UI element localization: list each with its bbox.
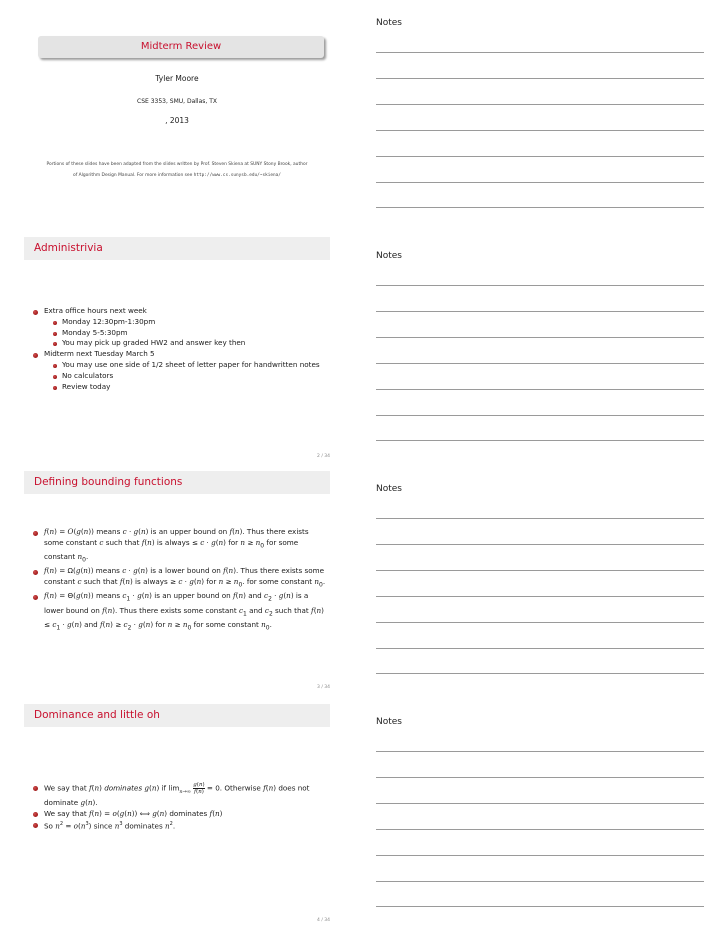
page-number: 3 / 34 — [317, 685, 330, 690]
note-line — [376, 906, 704, 907]
notes-area-2 — [376, 233, 704, 465]
list-item: f(n) = Ω(g(n)) means c · g(n) is a lower bound on f(n). Thus there exists some constant c such that f(n) is always ≥ c · g(n) for $n \ge n_0$. for some constant $n_0$. — [24, 566, 330, 591]
sub-list-item: Review today — [24, 382, 330, 393]
note-line — [376, 751, 704, 752]
note-line — [376, 544, 704, 545]
note-line — [376, 156, 704, 157]
list-item: So $n^2 = o(n^3)$ since $n^3$ dominates $n^2$. — [24, 819, 330, 832]
credit-url: http://www.cs.sunysb.edu/~skiena/ — [193, 173, 281, 178]
note-line — [376, 337, 704, 338]
note-line — [376, 415, 704, 416]
note-line — [376, 648, 704, 649]
note-line — [376, 311, 704, 312]
list-item: We say that f(n) = o(g(n)) ⟺ g(n) dominates f(n) — [24, 809, 330, 820]
note-line — [376, 285, 704, 286]
slide-4-dominance — [24, 704, 330, 930]
note-line — [376, 518, 704, 519]
note-line — [376, 182, 704, 183]
note-line — [376, 78, 704, 79]
credit-text: of Algorithm Design Manual. For more information see — [73, 173, 194, 178]
list-item: Extra office hours next week — [24, 306, 330, 317]
sub-list-item: Monday 5-5:30pm — [24, 328, 330, 339]
sub-list-item: No calculators — [24, 371, 330, 382]
list-item: Midterm next Tuesday March 5 — [24, 349, 330, 360]
bullet-list — [24, 306, 330, 392]
slide-title: Midterm Review — [38, 36, 324, 58]
list-item: We say that f(n) dominates g(n) if $\lim_{n\to\infty}$ $\frac{g(n)}{f(n)}$ = 0. Otherwise f(n) does not dominate g(n). — [24, 782, 330, 809]
bullet-list — [24, 782, 330, 833]
slide-3-bounding-functions — [24, 471, 330, 701]
note-line — [376, 829, 704, 830]
note-line — [376, 881, 704, 882]
sub-list-item: You may pick up graded HW2 and answer key then — [24, 338, 330, 349]
note-line — [376, 673, 704, 674]
date: , 2013 — [165, 116, 189, 125]
note-line — [376, 855, 704, 856]
notes-area-4 — [376, 699, 704, 931]
note-line — [376, 440, 704, 441]
notes-area-1 — [376, 0, 704, 232]
note-line — [376, 104, 704, 105]
page-number: 4 / 34 — [317, 918, 330, 923]
frame-title: Defining bounding functions — [24, 471, 330, 494]
note-line — [376, 130, 704, 131]
credit-line-2 — [24, 173, 330, 178]
bullet-list — [24, 527, 330, 634]
credit-line-1: Portions of these slides have been adapted from the slides written by Prof. Steven Skiena at SUNY Stony Brook, author — [46, 162, 308, 167]
sub-list-item: You may use one side of 1/2 sheet of letter paper for handwritten notes — [24, 360, 330, 371]
page-number: 2 / 34 — [317, 454, 330, 459]
notes-area-3 — [376, 466, 704, 698]
slide-2-administrivia — [24, 237, 330, 467]
note-line — [376, 777, 704, 778]
author: Tyler Moore — [155, 74, 199, 83]
sub-list-item: Monday 12:30pm-1:30pm — [24, 317, 330, 328]
note-line — [376, 389, 704, 390]
notes-label: Notes — [376, 251, 402, 261]
institution: CSE 3353, SMU, Dallas, TX — [137, 98, 217, 105]
slide-1-title — [24, 36, 330, 226]
notes-label: Notes — [376, 717, 402, 727]
note-line — [376, 52, 704, 53]
note-line — [376, 207, 704, 208]
note-line — [376, 570, 704, 571]
note-line — [376, 596, 704, 597]
list-item: f(n) = Θ(g(n)) means $c_1 \cdot g(n)$ is an upper bound on f(n) and $c_2 \cdot g(n)$ is a lower bound on f(n). Thus there exists some constant $c_1$ and $c_2$ such that $f(n) \le c_1 \cdot g(n)$ and $f(n) \ge c_2 \cdot g(n)$ for $n \ge n_0$ for some constant $n_0$. — [24, 591, 330, 634]
note-line — [376, 622, 704, 623]
note-line — [376, 363, 704, 364]
note-line — [376, 803, 704, 804]
frame-title: Dominance and little oh — [24, 704, 330, 727]
list-item: f(n) = O(g(n)) means c · g(n) is an upper bound on f(n). Thus there exists some constant c such that f(n) is always ≤ c · g(n) for $n \ge n_0$ for some constant $n_0$. — [24, 527, 330, 566]
notes-label: Notes — [376, 484, 402, 494]
notes-label: Notes — [376, 18, 402, 28]
frame-title: Administrivia — [24, 237, 330, 260]
